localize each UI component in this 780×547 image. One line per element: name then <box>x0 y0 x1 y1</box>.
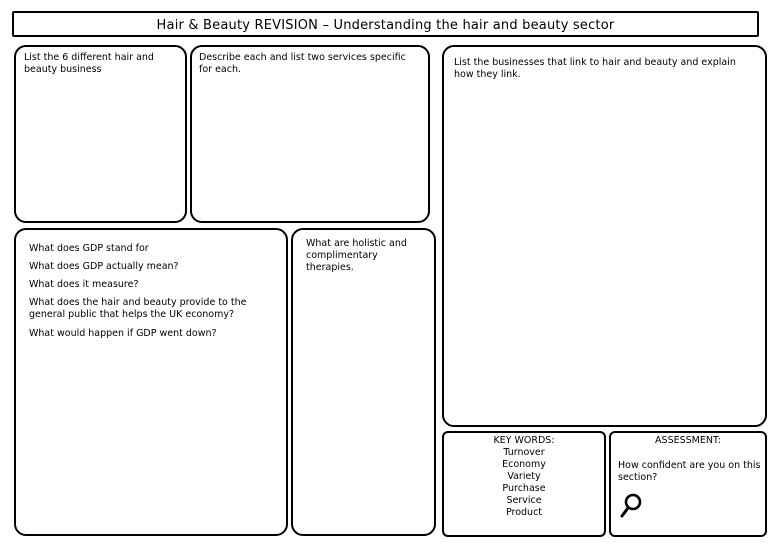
key-words-heading: KEY WORDS: <box>493 435 555 446</box>
key-word: Economy <box>502 459 546 470</box>
key-word: Purchase <box>502 483 546 494</box>
assessment-question: How confident are you on this section? <box>618 460 761 483</box>
gdp-question: What does GDP stand for <box>29 243 149 254</box>
assessment-heading: ASSESSMENT: <box>655 435 721 446</box>
gdp-question: What would happen if GDP went down? <box>29 328 217 339</box>
business-types-box <box>14 45 187 223</box>
gdp-question: What does GDP actually mean? <box>29 261 179 272</box>
key-word: Service <box>506 495 542 506</box>
linked-businesses-box <box>442 45 767 427</box>
services-prompt: Describe each and list two services specific for each. <box>199 52 406 75</box>
therapies-box <box>291 228 436 536</box>
key-word: Product <box>505 507 543 518</box>
therapies-prompt: What are holistic and complimentary therapies. <box>306 238 407 273</box>
services-box <box>190 45 430 223</box>
title-bar <box>12 11 759 37</box>
page-title: Hair & Beauty REVISION – Understanding the hair and beauty sector <box>156 18 615 33</box>
magnifier-icon <box>619 493 643 519</box>
gdp-box <box>14 228 288 536</box>
assessment-box <box>609 431 767 537</box>
business-types-prompt: List the 6 different hair and beauty business <box>24 52 154 75</box>
key-word: Turnover <box>503 447 545 458</box>
key-word: Variety <box>507 471 541 482</box>
gdp-question: What does it measure? <box>29 279 139 290</box>
key-words-box <box>442 431 606 537</box>
gdp-question: What does the hair and beauty provide to the general public that helps the UK economy? <box>29 297 247 320</box>
key-words-list <box>444 435 604 519</box>
linked-businesses-prompt: List the businesses that link to hair and beauty and explain how they link. <box>454 57 736 80</box>
